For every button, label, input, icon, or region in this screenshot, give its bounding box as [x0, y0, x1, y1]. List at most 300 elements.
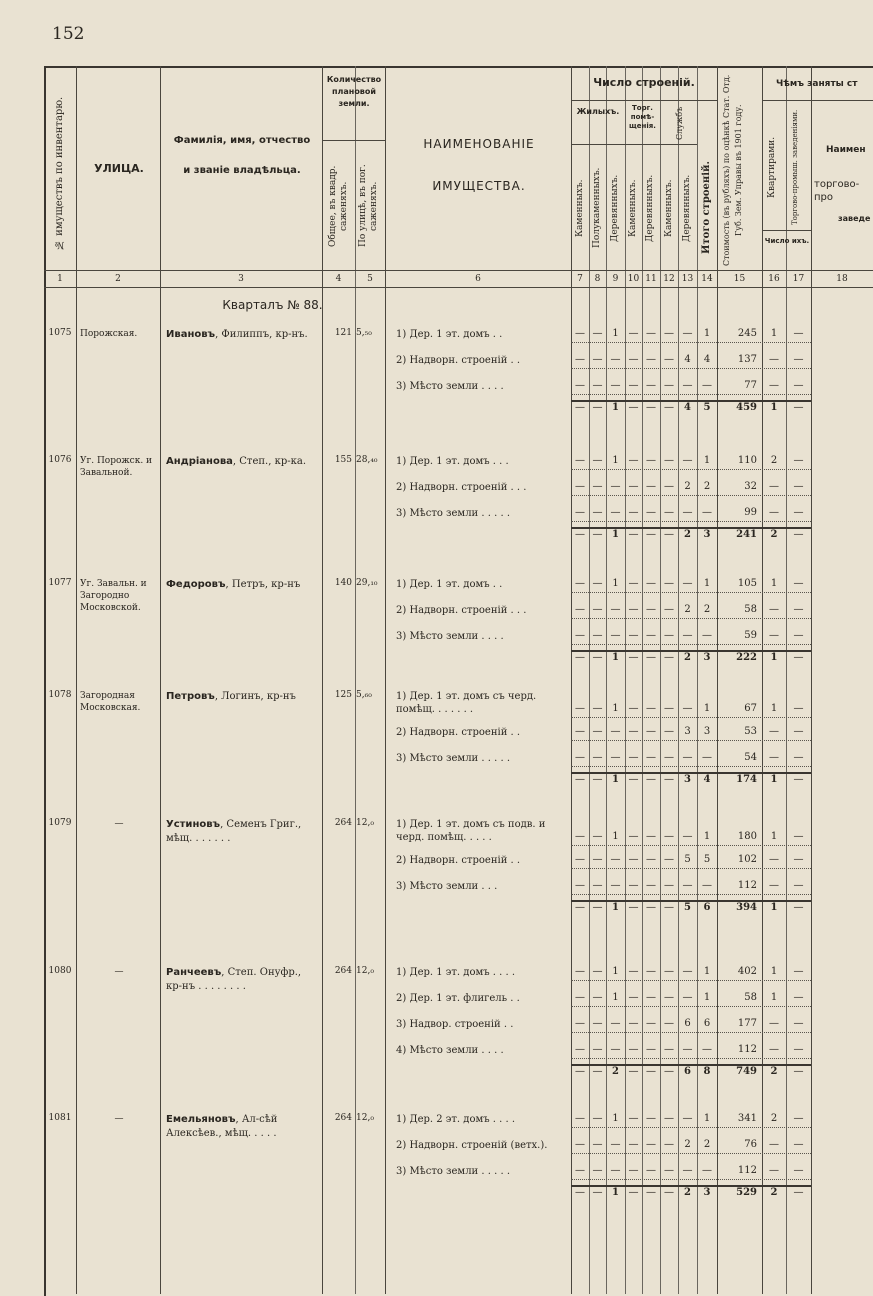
cost-value: 105 [737, 578, 757, 589]
empty-mark: — [592, 966, 603, 977]
empty-mark: — [646, 328, 656, 339]
empty-mark: — [646, 507, 656, 518]
inventory-number: 1080 [48, 966, 72, 976]
property-item: 2) Надворн. строеній . . [396, 355, 521, 366]
empty-mark: — [664, 880, 674, 891]
total-cost: 459 [736, 402, 757, 413]
col-rule [571, 66, 572, 1294]
street-front: 12,₀ [356, 818, 374, 828]
empty-mark: — [682, 831, 693, 842]
apartments-count: — [769, 854, 779, 865]
empty-mark: — [575, 529, 585, 540]
street-name: — [114, 1114, 124, 1124]
empty-mark: — [628, 902, 639, 913]
inventory-number: 1081 [48, 1113, 72, 1123]
col-rule [642, 66, 643, 1294]
column-number: 9 [612, 274, 619, 284]
street-front: 5,₅₀ [356, 328, 372, 338]
total-count: 3 [703, 529, 711, 540]
trade-count: — [793, 328, 804, 339]
land-area: 264 [334, 818, 352, 828]
empty-mark: — [628, 1018, 639, 1029]
street-front: 12,₀ [356, 966, 374, 976]
empty-mark: — [702, 630, 712, 641]
trade-count: — [793, 1018, 804, 1029]
property-item: 1) Дер. 2 эт. домъ . . . . [396, 1114, 516, 1125]
empty-mark: — [575, 1018, 585, 1029]
empty-mark: — [592, 1018, 603, 1029]
total-count: 1 [612, 902, 619, 913]
empty-mark: — [575, 1139, 585, 1150]
header-stone-1: Каменныхъ. [575, 179, 585, 237]
empty-mark: — [592, 402, 603, 413]
empty-mark: — [646, 703, 656, 714]
empty-mark: — [682, 630, 693, 641]
total-apartments: 1 [770, 652, 778, 663]
empty-mark: — [575, 328, 585, 339]
item-rule [571, 980, 811, 981]
empty-mark: — [628, 455, 639, 466]
empty-mark: — [592, 354, 603, 365]
empty-mark: — [575, 703, 585, 714]
total-count: 2 [684, 652, 691, 663]
building-count: 1 [703, 703, 711, 714]
empty-mark: — [628, 1139, 639, 1150]
empty-mark: — [664, 752, 674, 763]
trade-count: — [793, 507, 804, 518]
column-number: 5 [367, 274, 373, 284]
empty-mark: — [664, 992, 674, 1003]
empty-mark: — [682, 966, 693, 977]
empty-mark: — [610, 1018, 621, 1029]
trade-count: — [793, 992, 804, 1003]
empty-mark: — [628, 578, 639, 589]
empty-mark: — [646, 1066, 656, 1077]
empty-mark: — [628, 831, 639, 842]
empty-mark: — [575, 726, 585, 737]
empty-mark: — [628, 630, 639, 641]
street-front: 12,₀ [356, 1113, 374, 1123]
trade-count: — [793, 1113, 804, 1124]
empty-mark: — [702, 507, 712, 518]
header-wooden-1: Деревянныхъ. [610, 174, 620, 242]
trade-count: — [793, 831, 804, 842]
apartments-count: 1 [770, 578, 778, 589]
cost-value: 76 [744, 1139, 757, 1150]
cost-value: 102 [737, 854, 757, 865]
street-name: Порожская. [80, 329, 138, 339]
empty-mark: — [610, 752, 621, 763]
empty-mark: — [682, 578, 693, 589]
building-count: 4 [703, 354, 711, 365]
empty-mark: — [575, 774, 585, 785]
empty-mark: — [664, 455, 674, 466]
cost-value: 341 [737, 1113, 757, 1124]
property-item: 3) Мѣсто земли . . . . . [396, 508, 510, 519]
empty-mark: — [628, 1165, 639, 1176]
land-area: 264 [334, 1113, 352, 1123]
header-trade-truncated: торгово-про [814, 179, 860, 203]
column-number: 2 [115, 274, 121, 284]
empty-mark: — [646, 354, 656, 365]
column-number: 4 [335, 274, 342, 284]
empty-mark: — [628, 507, 639, 518]
empty-mark: — [628, 703, 639, 714]
building-count: 1 [612, 831, 619, 842]
empty-mark: — [575, 831, 585, 842]
empty-mark: — [592, 507, 603, 518]
total-trade: — [793, 402, 804, 413]
apartments-count: 1 [770, 966, 778, 977]
header-subrule [762, 100, 873, 101]
building-count: 2 [703, 481, 711, 492]
item-rule [571, 342, 811, 343]
empty-mark: — [575, 578, 585, 589]
apartments-count: 2 [770, 455, 778, 466]
building-count: 1 [703, 992, 711, 1003]
column-number: 8 [594, 274, 601, 284]
apartments-count: — [769, 752, 779, 763]
street-name: — [114, 819, 124, 829]
empty-mark: — [592, 1066, 603, 1077]
street-front: 28,₄₀ [356, 455, 378, 465]
empty-mark: — [575, 481, 585, 492]
column-number: 12 [663, 274, 675, 284]
empty-mark: — [592, 752, 603, 763]
cost-value: 177 [737, 1018, 757, 1029]
item-rule [571, 469, 811, 470]
empty-mark: — [682, 992, 693, 1003]
building-count: 2 [703, 604, 711, 615]
cost-value: 137 [737, 354, 757, 365]
empty-mark: — [628, 402, 639, 413]
item-rule [571, 766, 811, 767]
item-rule [571, 1153, 811, 1154]
street-front: 29,₁₀ [356, 578, 378, 588]
header-street-front: По улицѣ, въ пог. саженяхъ. [358, 164, 379, 248]
empty-mark: — [646, 1018, 656, 1029]
building-count: 2 [684, 1139, 691, 1150]
empty-mark: — [575, 604, 585, 615]
empty-mark: — [575, 354, 585, 365]
empty-mark: — [575, 380, 585, 391]
empty-mark: — [575, 1165, 585, 1176]
quarter-heading: Кварталъ № 88. [222, 298, 323, 312]
col-rule [160, 66, 161, 1294]
column-number: 7 [577, 274, 583, 284]
building-count: 1 [612, 966, 619, 977]
empty-mark: — [610, 726, 621, 737]
cost-value: 59 [744, 630, 757, 641]
empty-mark: — [664, 703, 674, 714]
building-count: 5 [684, 854, 691, 865]
empty-mark: — [575, 854, 585, 865]
building-count: 2 [703, 1139, 711, 1150]
item-rule [571, 592, 811, 593]
trade-count: — [793, 1139, 804, 1150]
trade-count: — [793, 380, 804, 391]
empty-mark: — [702, 380, 712, 391]
cost-value: 245 [737, 328, 757, 339]
item-rule [571, 1032, 811, 1033]
trade-count: — [793, 854, 804, 865]
empty-mark: — [664, 774, 674, 785]
item-rule [571, 845, 811, 846]
trade-count: — [793, 578, 804, 589]
building-count: 2 [684, 604, 691, 615]
col-rule [660, 66, 661, 1294]
property-item: 2) Надворн. строеній . . [396, 855, 521, 866]
empty-mark: — [664, 380, 674, 391]
total-count: 1 [612, 652, 619, 663]
empty-mark: — [646, 1165, 656, 1176]
inventory-number: 1078 [48, 690, 72, 700]
item-rule [571, 1006, 811, 1007]
empty-mark: — [610, 1165, 621, 1176]
apartments-count: — [769, 1018, 779, 1029]
empty-mark: — [592, 854, 603, 865]
header-residential: Жилыхъ. [576, 107, 620, 116]
header-count: Число ихъ. [764, 237, 810, 245]
header-service: Службъ [675, 106, 684, 140]
property-item: 4) Мѣсто земли . . . . [396, 1045, 504, 1056]
item-rule [571, 495, 811, 496]
column-number: 16 [768, 274, 780, 284]
header-stone-3: Каменныхъ. [664, 179, 674, 237]
empty-mark: — [575, 455, 585, 466]
trade-count: — [793, 455, 804, 466]
building-count: 1 [703, 455, 711, 466]
header-street: УЛИЦА. [94, 162, 144, 175]
empty-mark: — [575, 992, 585, 1003]
empty-mark: — [702, 1165, 712, 1176]
empty-mark: — [628, 354, 639, 365]
total-apartments: 1 [770, 902, 778, 913]
apartments-count: 2 [770, 1113, 778, 1124]
trade-count: — [793, 630, 804, 641]
street-name: Загородная Московская. [80, 691, 141, 713]
item-rule [571, 644, 811, 645]
column-number: 1 [57, 274, 63, 284]
building-count: 1 [703, 1113, 711, 1124]
total-trade: — [793, 652, 804, 663]
header-stone-2: Каменныхъ. [628, 179, 638, 237]
empty-mark: — [592, 1187, 603, 1198]
empty-mark: — [664, 529, 674, 540]
empty-mark: — [628, 752, 639, 763]
header-land-amount: Количество плановой земли. [326, 75, 382, 108]
empty-mark: — [628, 481, 639, 492]
col-rule [625, 66, 626, 1294]
empty-mark: — [628, 328, 639, 339]
header-subrule [571, 100, 717, 101]
header-trade: Торг. помѣщенія. [629, 104, 656, 130]
trade-count: — [793, 1165, 804, 1176]
apartments-count: — [769, 630, 779, 641]
empty-mark: — [664, 1113, 674, 1124]
empty-mark: — [646, 1113, 656, 1124]
building-count: 6 [684, 1018, 691, 1029]
empty-mark: — [592, 328, 603, 339]
total-count: 3 [684, 774, 691, 785]
column-number: 6 [475, 274, 481, 284]
empty-mark: — [664, 481, 674, 492]
empty-mark: — [575, 1066, 585, 1077]
col-rule [322, 66, 323, 1294]
total-trade: — [793, 1066, 804, 1077]
empty-mark: — [575, 902, 585, 913]
item-rule [571, 1058, 811, 1059]
header-subrule [322, 140, 385, 141]
apartments-count: 1 [770, 703, 778, 714]
street-front: 5,₆₀ [356, 690, 372, 700]
empty-mark: — [592, 902, 603, 913]
trade-count: — [793, 354, 804, 365]
total-trade: — [793, 774, 804, 785]
empty-mark: — [628, 726, 639, 737]
apartments-count: — [769, 380, 779, 391]
col-rule [589, 66, 590, 1294]
item-rule [571, 717, 811, 718]
trade-count: — [793, 1044, 804, 1055]
building-count: 1 [703, 328, 711, 339]
empty-mark: — [664, 1187, 674, 1198]
building-count: 1 [612, 578, 619, 589]
building-count: 1 [703, 831, 711, 842]
empty-mark: — [592, 1044, 603, 1055]
empty-mark: — [664, 604, 674, 615]
col-rule [606, 66, 607, 1294]
empty-mark: — [664, 402, 674, 413]
empty-mark: — [664, 630, 674, 641]
building-count: 1 [612, 992, 619, 1003]
page-number: 152 [52, 24, 85, 44]
empty-mark: — [646, 652, 656, 663]
inventory-number: 1077 [48, 578, 72, 588]
item-rule [571, 868, 811, 869]
empty-mark: — [664, 726, 674, 737]
building-count: 1 [612, 328, 619, 339]
empty-mark: — [646, 402, 656, 413]
total-count: 6 [703, 902, 711, 913]
empty-mark: — [664, 966, 674, 977]
total-count: 1 [612, 529, 619, 540]
empty-mark: — [592, 703, 603, 714]
cost-value: 54 [744, 752, 757, 763]
total-apartments: 2 [770, 1066, 778, 1077]
total-count: 6 [684, 1066, 691, 1077]
header-property-name: НАИМЕНОВАНІЕ [423, 137, 535, 151]
header-buildings-count: Число строеній. [593, 76, 695, 89]
total-trade: — [793, 1187, 804, 1198]
empty-mark: — [610, 1044, 621, 1055]
empty-mark: — [664, 328, 674, 339]
apartments-count: 1 [770, 992, 778, 1003]
empty-mark: — [610, 630, 621, 641]
item-rule [571, 394, 811, 395]
land-area: 125 [334, 690, 352, 700]
cost-value: 112 [737, 1044, 757, 1055]
apartments-count: — [769, 1139, 779, 1150]
empty-mark: — [575, 966, 585, 977]
column-number: 3 [238, 274, 244, 284]
empty-mark: — [610, 604, 621, 615]
empty-mark: — [628, 774, 639, 785]
empty-mark: — [592, 1113, 603, 1124]
empty-mark: — [592, 578, 603, 589]
empty-mark: — [646, 726, 656, 737]
total-count: 8 [703, 1066, 711, 1077]
total-apartments: 2 [770, 529, 778, 540]
owner-name: Ивановъ, Филиппъ, кр-нъ. [166, 329, 308, 340]
empty-mark: — [592, 380, 603, 391]
empty-mark: — [682, 752, 693, 763]
empty-mark: — [610, 380, 621, 391]
empty-mark: — [646, 578, 656, 589]
total-cost: 529 [736, 1187, 757, 1198]
total-apartments: 1 [770, 402, 778, 413]
total-apartments: 1 [770, 774, 778, 785]
street-name: — [114, 967, 124, 977]
empty-mark: — [664, 652, 674, 663]
building-count: 1 [703, 578, 711, 589]
property-item: 2) Надворн. строеній . . [396, 727, 521, 738]
empty-mark: — [646, 992, 656, 1003]
property-item: 2) Надворн. строеній . . . [396, 482, 527, 493]
empty-mark: — [592, 726, 603, 737]
item-rule [571, 1179, 811, 1180]
empty-mark: — [592, 604, 603, 615]
header-inventory-no: № имуществъ по инвентарю. [54, 96, 65, 250]
item-rule [571, 894, 811, 895]
cost-value: 110 [737, 455, 757, 466]
total-count: 2 [684, 1187, 691, 1198]
empty-mark: — [592, 774, 603, 785]
apartments-count: — [769, 507, 779, 518]
empty-mark: — [646, 854, 656, 865]
column-number: 18 [836, 274, 848, 284]
property-item: 2) Надворн. строеній . . . [396, 605, 527, 616]
land-area: 121 [334, 328, 352, 338]
empty-mark: — [628, 854, 639, 865]
header-area-total: Общее, въ квадр. саженяхъ. [328, 165, 349, 247]
total-count: 4 [703, 774, 711, 785]
property-item: 2) Надворн. строеній (ветх.). [396, 1140, 548, 1151]
empty-mark: — [592, 1139, 603, 1150]
cost-value: 67 [744, 703, 757, 714]
empty-mark: — [682, 880, 693, 891]
property-item: 1) Дер. 1 эт. домъ . . [396, 329, 503, 340]
col-rule [811, 66, 812, 1294]
item-rule [571, 740, 811, 741]
empty-mark: — [628, 380, 639, 391]
total-apartments: 2 [770, 1187, 778, 1198]
property-item: 1) Дер. 1 эт. домъ съ черд. помѣщ. . . . . . . [396, 691, 537, 715]
col-rule [762, 66, 763, 1294]
land-area: 264 [334, 966, 352, 976]
empty-mark: — [664, 1139, 674, 1150]
apartments-count: 1 [770, 831, 778, 842]
empty-mark: — [628, 880, 639, 891]
empty-mark: — [646, 1139, 656, 1150]
owner-name: Емельяновъ, Ал-сѣй Алексѣев., мѣщ. . . . . [166, 1114, 278, 1139]
owner-name: Федоровъ, Петръ, кр-нъ [166, 579, 301, 590]
building-count: 1 [703, 966, 711, 977]
building-count: 6 [703, 1018, 711, 1029]
empty-mark: — [610, 854, 621, 865]
empty-mark: — [592, 1165, 603, 1176]
inventory-number: 1076 [48, 455, 72, 465]
